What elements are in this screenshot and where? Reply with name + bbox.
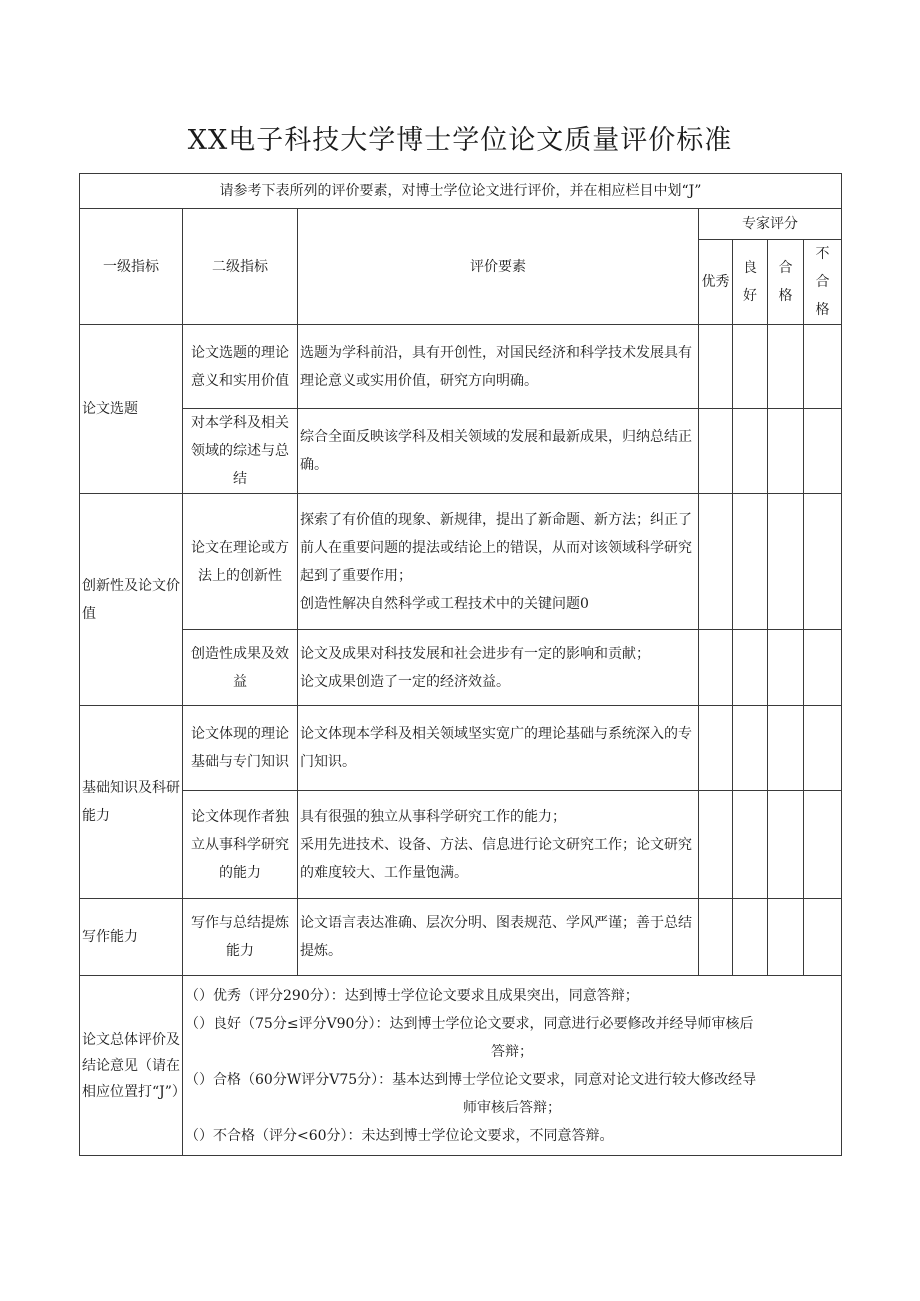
score-cell[interactable] xyxy=(699,899,733,976)
score-cell[interactable] xyxy=(699,630,733,706)
evaluation-table xyxy=(79,173,842,1156)
score-cell[interactable] xyxy=(733,630,768,706)
header-grade-pass: 合格 xyxy=(768,240,804,325)
level2-cell: 对本学科及相关领域的综述与总结 xyxy=(183,409,298,494)
level2-cell: 论文选题的理论意义和实用价值 xyxy=(183,325,298,409)
score-cell[interactable] xyxy=(804,706,842,791)
summary-option-continuation: 答辩； xyxy=(491,1043,533,1060)
level1-foundation: 基础知识及科研能力 xyxy=(80,706,183,899)
score-cell[interactable] xyxy=(768,630,804,706)
element-line: 论文及成果对科技发展和社会进步有一定的影响和贡献； xyxy=(300,645,650,662)
header-grade-excellent: 优秀 xyxy=(699,240,733,325)
score-cell[interactable] xyxy=(804,494,842,630)
level1-topic: 论文选题 xyxy=(80,325,183,494)
score-cell[interactable] xyxy=(768,791,804,899)
element-line: 论文成果创造了一定的经济效益。 xyxy=(300,673,510,690)
header-level1: 一级指标 xyxy=(80,209,183,325)
element-line: 探索了有价值的现象、新规律，提出了新命题、新方法；纠正了前人在重要问题的提法或结论上的错误，从而对该领域科学研究起到了重要作用； xyxy=(300,511,692,584)
element-cell xyxy=(298,494,699,630)
score-cell[interactable] xyxy=(804,325,842,409)
element-cell: 综合全面反映该学科及相关领域的发展和最新成果，归纳总结正确。 xyxy=(298,409,699,494)
header-grade-fail: 不合格 xyxy=(804,240,842,325)
score-cell[interactable] xyxy=(699,791,733,899)
element-cell xyxy=(298,630,699,706)
element-cell: 选题为学科前沿，具有开创性，对国民经济和科学技术发展具有理论意义或实用价值，研究方向明确。 xyxy=(298,325,699,409)
element-cell xyxy=(298,791,699,899)
instruction-text: 请参考下表所列的评价要素，对博士学位论文进行评价，并在相应栏目中划“J” xyxy=(80,174,842,209)
score-cell[interactable] xyxy=(768,409,804,494)
score-cell[interactable] xyxy=(768,494,804,630)
score-cell[interactable] xyxy=(768,899,804,976)
score-cell[interactable] xyxy=(699,494,733,630)
score-cell[interactable] xyxy=(768,706,804,791)
element-line: 具有很强的独立从事科学研究工作的能力； xyxy=(300,808,566,825)
page-title: XX电子科技大学博士学位论文质量评价标准 xyxy=(187,125,733,156)
summary-option-continuation: 师审核后答辩； xyxy=(463,1099,561,1116)
score-cell[interactable] xyxy=(804,899,842,976)
header-level2: 二级指标 xyxy=(183,209,298,325)
level2-cell: 写作与总结提炼能力 xyxy=(183,899,298,976)
summary-option-good[interactable]: （）良好（75分≤评分V90分）：达到博士学位论文要求，同意进行必要修改并经导师审核后 xyxy=(185,1015,754,1032)
score-cell[interactable] xyxy=(733,325,768,409)
score-cell[interactable] xyxy=(804,791,842,899)
header-expert-score: 专家评分 xyxy=(699,209,842,240)
score-cell[interactable] xyxy=(804,409,842,494)
score-cell[interactable] xyxy=(733,494,768,630)
summary-option-pass[interactable]: （）合格（60分W评分V75分）：基本达到博士学位论文要求，同意对论文进行较大修改经导 xyxy=(185,1071,757,1088)
score-cell[interactable] xyxy=(733,706,768,791)
score-cell[interactable] xyxy=(699,325,733,409)
header-grade-good: 良好 xyxy=(733,240,768,325)
level2-cell: 论文在理论或方法上的创新性 xyxy=(183,494,298,630)
score-cell[interactable] xyxy=(733,409,768,494)
summary-options xyxy=(183,976,842,1156)
level2-cell: 创造性成果及效益 xyxy=(183,630,298,706)
element-line: 创造性解决自然科学或工程技术中的关键问题0 xyxy=(300,595,589,612)
level2-cell: 论文体现作者独立从事科学研究的能力 xyxy=(183,791,298,899)
element-cell: 论文语言表达准确、层次分明、图表规范、学风严谨；善于总结提炼。 xyxy=(298,899,699,976)
element-cell: 论文体现本学科及相关领域坚实宽广的理论基础与系统深入的专门知识。 xyxy=(298,706,699,791)
header-elements: 评价要素 xyxy=(298,209,699,325)
summary-label: 论文总体评价及结论意见（请在相应位置打“J”） xyxy=(80,976,183,1156)
score-cell[interactable] xyxy=(733,899,768,976)
summary-option-excellent[interactable]: （）优秀（评分290分）：达到博士学位论文要求且成果突出，同意答辩； xyxy=(185,987,639,1004)
summary-option-fail[interactable]: （）不合格（评分<60分）：未达到博士学位论文要求，不同意答辩。 xyxy=(185,1127,614,1144)
level2-cell: 论文体现的理论基础与专门知识 xyxy=(183,706,298,791)
level1-writing: 写作能力 xyxy=(80,899,183,976)
score-cell[interactable] xyxy=(733,791,768,899)
element-line: 采用先进技术、设备、方法、信息进行论文研究工作；论文研究的难度较大、工作量饱满。 xyxy=(300,836,692,881)
score-cell[interactable] xyxy=(699,706,733,791)
score-cell[interactable] xyxy=(699,409,733,494)
score-cell[interactable] xyxy=(768,325,804,409)
score-cell[interactable] xyxy=(804,630,842,706)
level1-innovation: 创新性及论文价值 xyxy=(80,494,183,706)
